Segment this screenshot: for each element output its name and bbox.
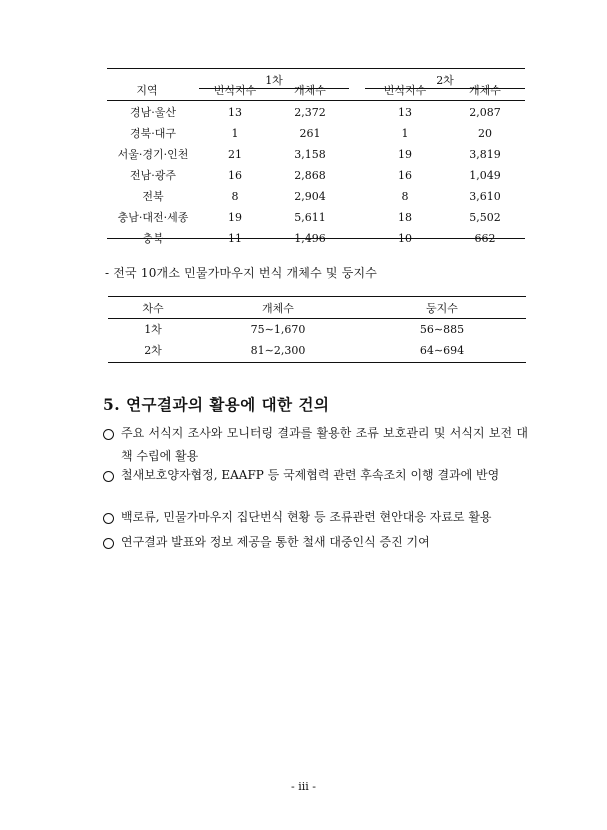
circle-bullet-icon [103,538,114,549]
cell-region: 경남·울산 [129,106,176,119]
cell-region: 전남·광주 [129,169,176,182]
cell-value: 19 [398,148,412,161]
table-row [107,186,525,207]
table-row [108,319,526,340]
cell-value: 56∼885 [419,323,465,336]
cell-value: 13 [398,106,412,119]
cell-value: 13 [228,106,242,119]
circle-bullet-icon [103,471,114,482]
cell-value: 75∼1,670 [250,323,306,336]
cell-value: 2,868 [294,169,326,182]
cell-value: 8 [401,190,409,203]
cell-region: 서울·경기·인천 [117,148,189,161]
table-row [107,165,525,186]
cell-value: 662 [474,232,496,245]
cell-value: 81∼2,300 [250,344,306,357]
cell-value: 3,819 [469,148,501,161]
cell-region: 충남·대전·세종 [117,211,189,224]
table-bottom-rule [107,238,525,239]
cell-value: 1,049 [469,169,501,182]
table-row [107,144,525,165]
cell-value: 64∼694 [419,344,465,357]
section-title: 5. 연구결과의 활용에 대한 건의 [103,395,330,414]
subheader: 번식지수 [213,84,257,97]
header-round-2: 2차 [436,74,454,87]
cell-value: 3,158 [294,148,326,161]
table-subheader-row [107,80,525,101]
table-caption: - 전국 10개소 민물가마우지 번식 개체수 및 둥지수 [105,266,378,280]
header-round-1: 1차 [265,74,283,87]
cell-value: 20 [478,127,492,140]
list-item-text: 철새보호양자협정, EAAFP 등 국제협력 관련 후속조치 이행 결과에 반영 [121,468,500,482]
circle-bullet-icon [103,513,114,524]
list-item-text: 연구결과 발표와 정보 제공을 통한 철새 대중인식 증진 기여 [121,535,430,549]
cell-value: 10 [398,232,412,245]
cell-value: 3,610 [469,190,501,203]
cell-region: 충북 [142,232,164,245]
table-bottom-rule [108,362,526,363]
cell-value: 2,904 [294,190,326,203]
cell-value: 261 [299,127,321,140]
cell-value: 21 [228,148,242,161]
cell-value: 5,611 [294,211,326,224]
table-top-rule [107,68,525,69]
cell-value: 16 [398,169,412,182]
cell-value: 16 [228,169,242,182]
cell-value: 5,502 [469,211,501,224]
cell-value: 8 [231,190,239,203]
page-number: - iii - [291,780,316,793]
header-region: 지역 [136,84,158,97]
header-nests: 둥지수 [426,302,458,315]
table-row [107,102,525,123]
cell-value: 2,087 [469,106,501,119]
cell-value: 11 [228,232,242,245]
header-individuals: 개체수 [262,302,294,315]
cell-value: 1,496 [294,232,326,245]
cell-value: 2,372 [294,106,326,119]
table-header-row [108,298,526,319]
list-item-text: 백로류, 민물가마우지 집단번식 현황 등 조류관련 현안대응 자료로 활용 [121,510,492,524]
cell-value: 1 [401,127,409,140]
header-bottom-rule [107,100,525,101]
cell-round: 1차 [144,323,162,336]
cell-round: 2차 [144,344,162,357]
subheader: 번식지수 [383,84,427,97]
cell-value: 19 [228,211,242,224]
list-item-text: 주요 서식지 조사와 모니터링 결과를 활용한 조류 보호관리 및 서식지 보전 대책 수립에 활용 [121,426,528,463]
subheader: 개체수 [469,84,501,97]
cell-region: 경북·대구 [129,127,176,140]
table-row [108,340,526,361]
cell-value: 18 [398,211,412,224]
header-round: 차수 [142,302,164,315]
circle-bullet-icon [103,429,114,440]
cell-value: 1 [231,127,239,140]
table-top-rule [108,296,526,297]
table-row [107,123,525,144]
cell-region: 전북 [142,190,164,203]
table-row [107,207,525,228]
subheader: 개체수 [294,84,326,97]
